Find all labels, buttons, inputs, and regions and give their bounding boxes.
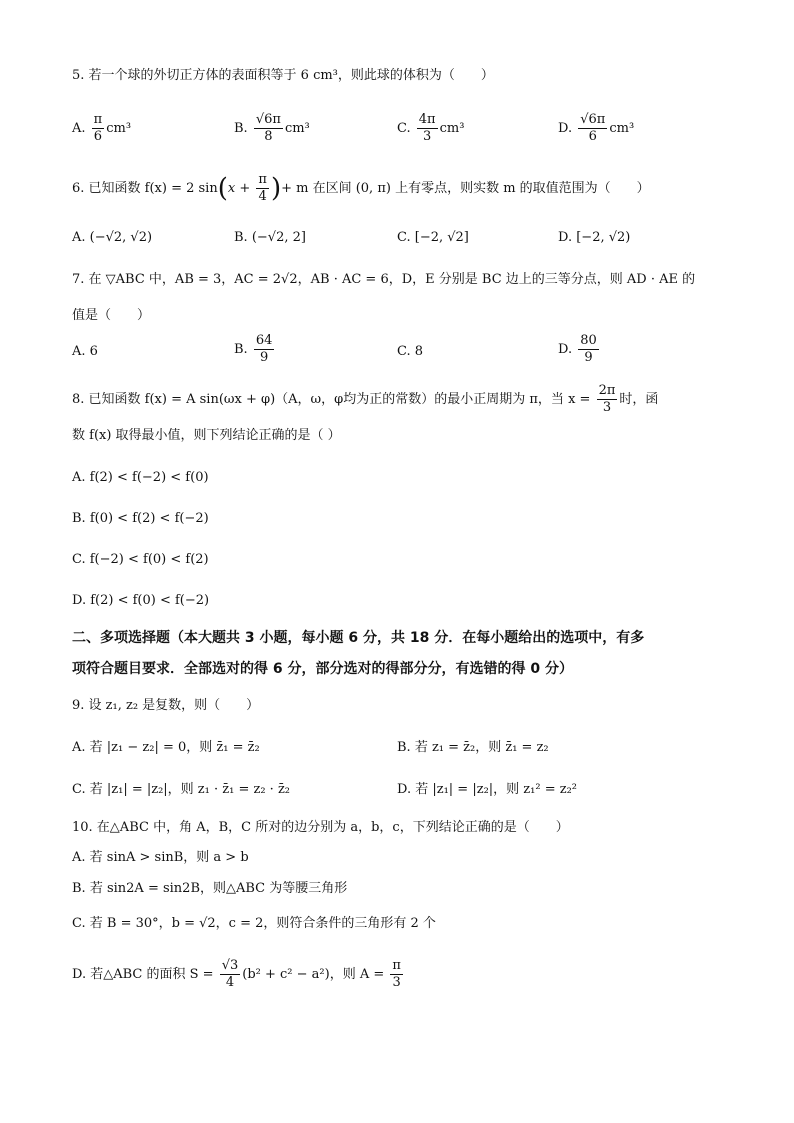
q7-option-a: A. 6 (72, 344, 98, 359)
q9-option-b: B. 若 z₁ = z̄₂，则 z̄₁ = z₂ (397, 740, 549, 755)
q5-option-a: A. $\frac{\pi}{6}$ cm³ (72, 112, 132, 144)
q5-option-c: C. $\frac{4\pi}{3}$ cm³ (397, 112, 465, 144)
q7-stem-line1: 7. 在 ▽ABC 中，AB = 3，AC = 2√2，AB · AC = 6，D，E 分别是 BC 边上的三等分点，则 AD · AE 的 (72, 272, 696, 287)
q5-option-d: D. $\frac{√6\pi}{6}$ cm³ (558, 112, 635, 144)
section-heading-line2: 项符合题目要求．全部选对的得 6 分，部分选对的得部分分，有选错的得 0 分） (72, 661, 573, 677)
q6-option-d: D. [−2, √2) (558, 230, 631, 245)
q8-option-d: D. f(2) < f(0) < f(−2) (72, 593, 210, 608)
q8-stem-line1: 8. 已知函数 f(x) = A sin(ωx + φ)（A，ω，φ均为正的常数）的最小正周期为 π，当 x = $\frac{2\pi}{3}$ 时，函 (72, 383, 659, 415)
q7-option-c: C. 8 (397, 344, 424, 359)
q7-option-d: D. $\frac{80}{9}$ (558, 333, 597, 365)
q8-option-b: B. f(0) < f(2) < f(−2) (72, 511, 209, 526)
q10-option-c: C. 若 B = 30°，b = √2，c = 2，则符合条件的三角形有 2 个 (72, 916, 436, 931)
q9-option-d: D. 若 |z₁| = |z₂|，则 z₁² = z₂² (397, 782, 577, 797)
q10-option-b: B. 若 sin2A = sin2B，则△ABC 为等腰三角形 (72, 881, 348, 896)
q10-stem: 10. 在△ABC 中，角 A，B，C 所对的边分别为 a，b，c，下列结论正确的是（ ） (72, 820, 569, 835)
q6-option-c: C. [−2, √2] (397, 230, 469, 245)
q10-option-a: A. 若 sinA > sinB，则 a > b (72, 850, 249, 865)
q7-stem-line2: 值是（ ） (72, 308, 151, 323)
q9-option-a: A. 若 |z₁ − z₂| = 0，则 z̄₁ = z̄₂ (72, 740, 260, 755)
q8-option-a: A. f(2) < f(−2) < f(0) (72, 470, 209, 485)
section-heading-line1: 二、多项选择题（本大题共 3 小题，每小题 6 分，共 18 分．在每小题给出的选项中，有多 (72, 630, 645, 646)
q8-stem-line2: 数 f(x) 取得最小值，则下列结论正确的是（ ） (72, 428, 341, 443)
q5-stem: 5. 若一个球的外切正方体的表面积等于 6 cm³，则此球的体积为（ ） (72, 68, 494, 83)
q9-stem: 9. 设 z₁, z₂ 是复数，则（ ） (72, 698, 260, 713)
q5-option-b: B. $\frac{√6\pi}{8}$ cm³ (234, 112, 310, 144)
q8-option-c: C. f(−2) < f(0) < f(2) (72, 552, 209, 567)
q6-stem: 6. 已知函数 f(x) = 2 sin(x + $\frac{\pi}{4}$ )+ m 在区间 (0, π) 上有零点，则实数 m 的取值范围为（ ） (72, 172, 650, 204)
q6-option-b: B. (−√2, 2] (234, 230, 306, 245)
q6-option-a: A. (−√2, √2) (72, 230, 153, 245)
q10-option-d: D. 若△ABC 的面积 S = $\frac{√3}{4}$ (b² + c² − a²)，则 A = $\frac{\pi}{3}$ (72, 958, 401, 990)
q7-option-b: B. $\frac{64}{9}$ (234, 333, 273, 365)
q9-option-c: C. 若 |z₁| = |z₂|，则 z₁ · z̄₁ = z₂ · z̄₂ (72, 782, 291, 797)
